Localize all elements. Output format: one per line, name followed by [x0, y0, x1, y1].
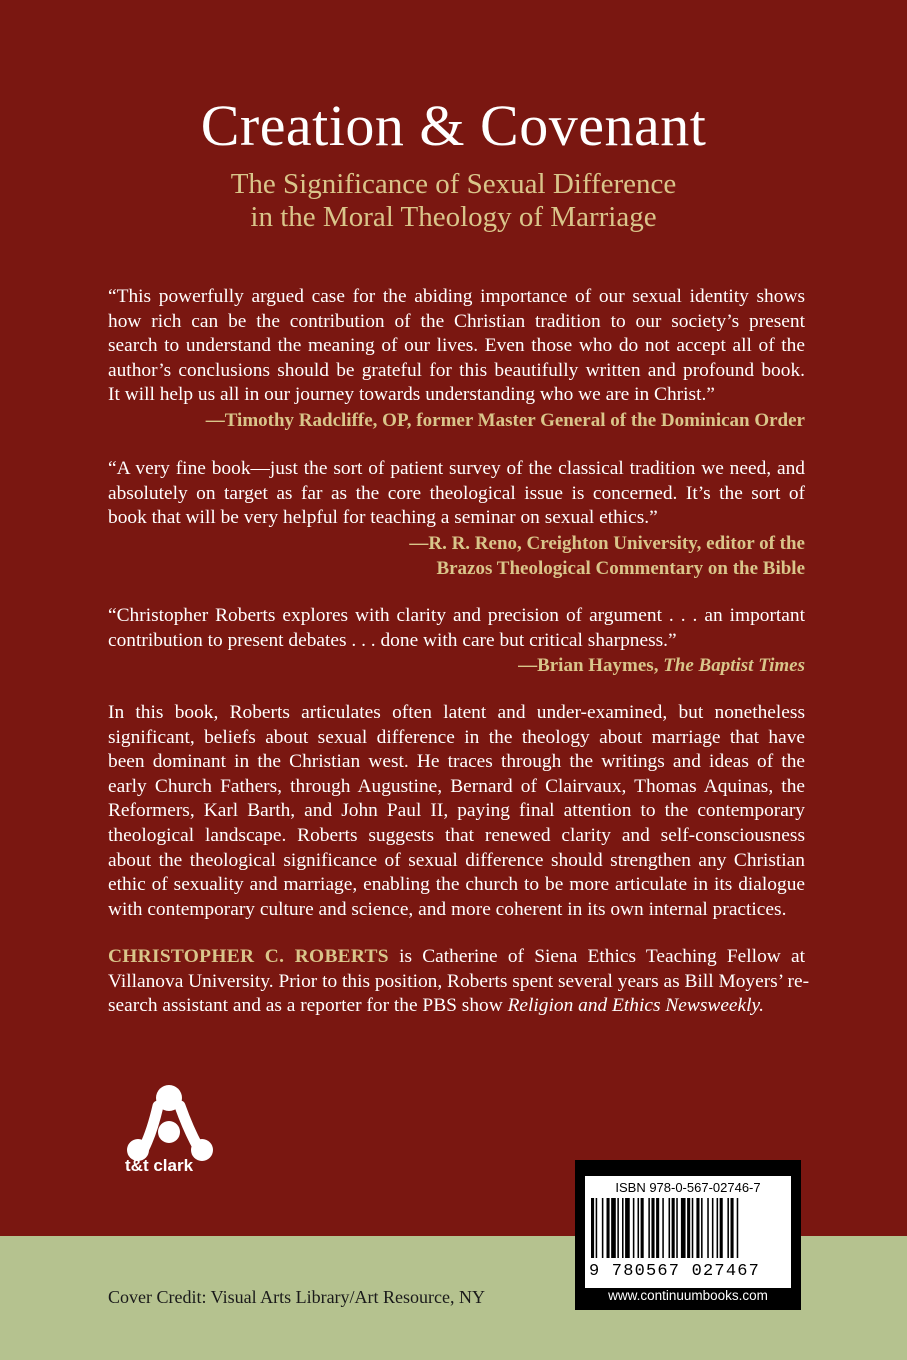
- barcode-bar: [696, 1198, 699, 1258]
- publisher-url: www.continuumbooks.com: [608, 1288, 768, 1303]
- barcode-bar: [701, 1198, 703, 1258]
- endorsement-quote-3: [108, 604, 805, 678]
- barcode-bar: [687, 1198, 690, 1258]
- barcode-bar: [662, 1198, 664, 1258]
- description-line: ethic of sexuality and marriage, enabling the church to be more articulate in its dialogue: [108, 874, 805, 896]
- barcode-bar: [596, 1198, 598, 1258]
- barcode-bar: [669, 1198, 671, 1258]
- description-line: theological landscape. Roberts suggests that renewed clarity and self-consciousness: [108, 824, 805, 846]
- quote-attribution: [108, 653, 805, 678]
- barcode-bar: [672, 1198, 675, 1258]
- attribution-name: —Brian Haymes,: [518, 655, 664, 677]
- quote-line: contribution to present debates . . . done with care but critical sharpness.”: [108, 629, 677, 651]
- book-subtitle: [0, 168, 907, 234]
- quote-line: “Christopher Roberts explores with clarity and precision of argument . . . an important: [108, 605, 805, 626]
- barcode-bar: [633, 1198, 635, 1258]
- barcode-bar: [651, 1198, 654, 1258]
- description-line: been dominant in the Christian west. He traces through the writings and ideas of the: [108, 751, 805, 773]
- quote-line: search to understand the meaning of our lives. Even those who do not accept all of the: [108, 335, 805, 357]
- book-description: [108, 701, 805, 922]
- barcode-bar: [717, 1198, 719, 1258]
- description-line: significant, beliefs about sexual difference in the theology about marriage that have: [108, 726, 805, 748]
- quote-attribution: —R. R. Reno, Creighton University, editor of the: [409, 532, 805, 554]
- barcode-bar: [676, 1198, 678, 1258]
- show-title: Religion and Ethics Newsweekly.: [507, 995, 764, 1017]
- barcode-bar: [591, 1198, 594, 1258]
- description-line: In this book, Roberts articulates often latent and under-examined, but nonetheless: [108, 702, 805, 723]
- barcode-bar: [602, 1198, 604, 1258]
- barcode-number: 9 780567 027467: [589, 1262, 761, 1281]
- subtitle-line-1: The Significance of Sexual Difference: [230, 168, 677, 200]
- description-line: Reformers, Karl Barth, and John Paul II, paying final attention to the contemporary: [108, 800, 805, 822]
- description-line: about the theological significance of sexual difference should strengthen any Christian: [108, 849, 805, 871]
- barcode-bar: [622, 1198, 624, 1258]
- author-bio: [108, 945, 810, 1019]
- barcode-bars: [589, 1198, 787, 1262]
- quote-line: how rich can be the contribution of the Christian tradition to our society’s present: [108, 310, 805, 332]
- publisher-name: t&t clark: [125, 1156, 194, 1175]
- quote-line: “This powerfully argued case for the abiding importance of our sexual identity shows: [108, 286, 805, 307]
- quote-attribution-italic: Brazos Theological Commentary on the Bible: [436, 557, 805, 579]
- quote-attribution: —Timothy Radcliffe, OP, former Master General of the Dominican Order: [205, 409, 805, 431]
- barcode-bar: [731, 1198, 734, 1258]
- quote-line: book that will be very helpful for teaching a seminar on sexual ethics.”: [108, 507, 658, 529]
- barcode-bar: [692, 1198, 694, 1258]
- quote-line: “A very fine book—just the sort of patient survey of the classical tradition we need, and: [108, 458, 805, 479]
- cover-credit: Cover Credit: Visual Arts Library/Art Resource, NY: [108, 1287, 486, 1307]
- barcode-bar: [727, 1198, 729, 1258]
- barcode-bar: [656, 1198, 659, 1258]
- quote-line: It will help us all in our journey towards understanding who we are in Christ.”: [108, 384, 715, 406]
- barcode-bar: [720, 1198, 723, 1258]
- barcode-bar: [648, 1198, 650, 1258]
- barcode-bar: [611, 1198, 616, 1258]
- attribution-publication: The Baptist Times: [663, 655, 805, 677]
- barcode-bar: [625, 1198, 630, 1258]
- endorsement-quote-2: [108, 457, 805, 581]
- isbn-label: ISBN 978-0-567-02746-7: [615, 1180, 761, 1195]
- bio-line-1: [108, 945, 805, 970]
- barcode-bar: [607, 1198, 610, 1258]
- barcode-bar: [712, 1198, 714, 1258]
- barcode-bar: [737, 1198, 739, 1258]
- barcode-bar: [617, 1198, 619, 1258]
- bio-line-3: [108, 994, 805, 1019]
- barcode-bar: [638, 1198, 640, 1258]
- book-title: Creation & Covenant: [200, 93, 707, 158]
- subtitle-line-2: in the Moral Theology of Marriage: [250, 201, 657, 233]
- barcode-bar: [707, 1198, 709, 1258]
- barcode-bar: [681, 1198, 686, 1258]
- description-line: with contemporary culture and science, and more coherent in its own internal practices.: [108, 898, 787, 920]
- description-line: early Church Fathers, through Augustine, Bernard of Clairvaux, Thomas Aquinas, the: [108, 775, 805, 797]
- barcode-bar: [641, 1198, 644, 1258]
- quote-line: absolutely on target as far as the core theological issue is concerned. It’s the sort of: [108, 482, 805, 504]
- endorsement-quote-1: [108, 285, 805, 433]
- bio-text: search assistant and as a reporter for the PBS show: [108, 995, 508, 1017]
- bio-line-2: Villanova University. Prior to this position, Roberts spent several years as Bill Moyers’ re-: [108, 970, 810, 992]
- quote-line: author’s conclusions should be grateful for this beautifully written and profound book.: [108, 359, 805, 381]
- author-name: CHRISTOPHER C. ROBERTS: [108, 946, 389, 967]
- bio-text: is Catherine of Siena Ethics Teaching Fellow at: [388, 946, 805, 967]
